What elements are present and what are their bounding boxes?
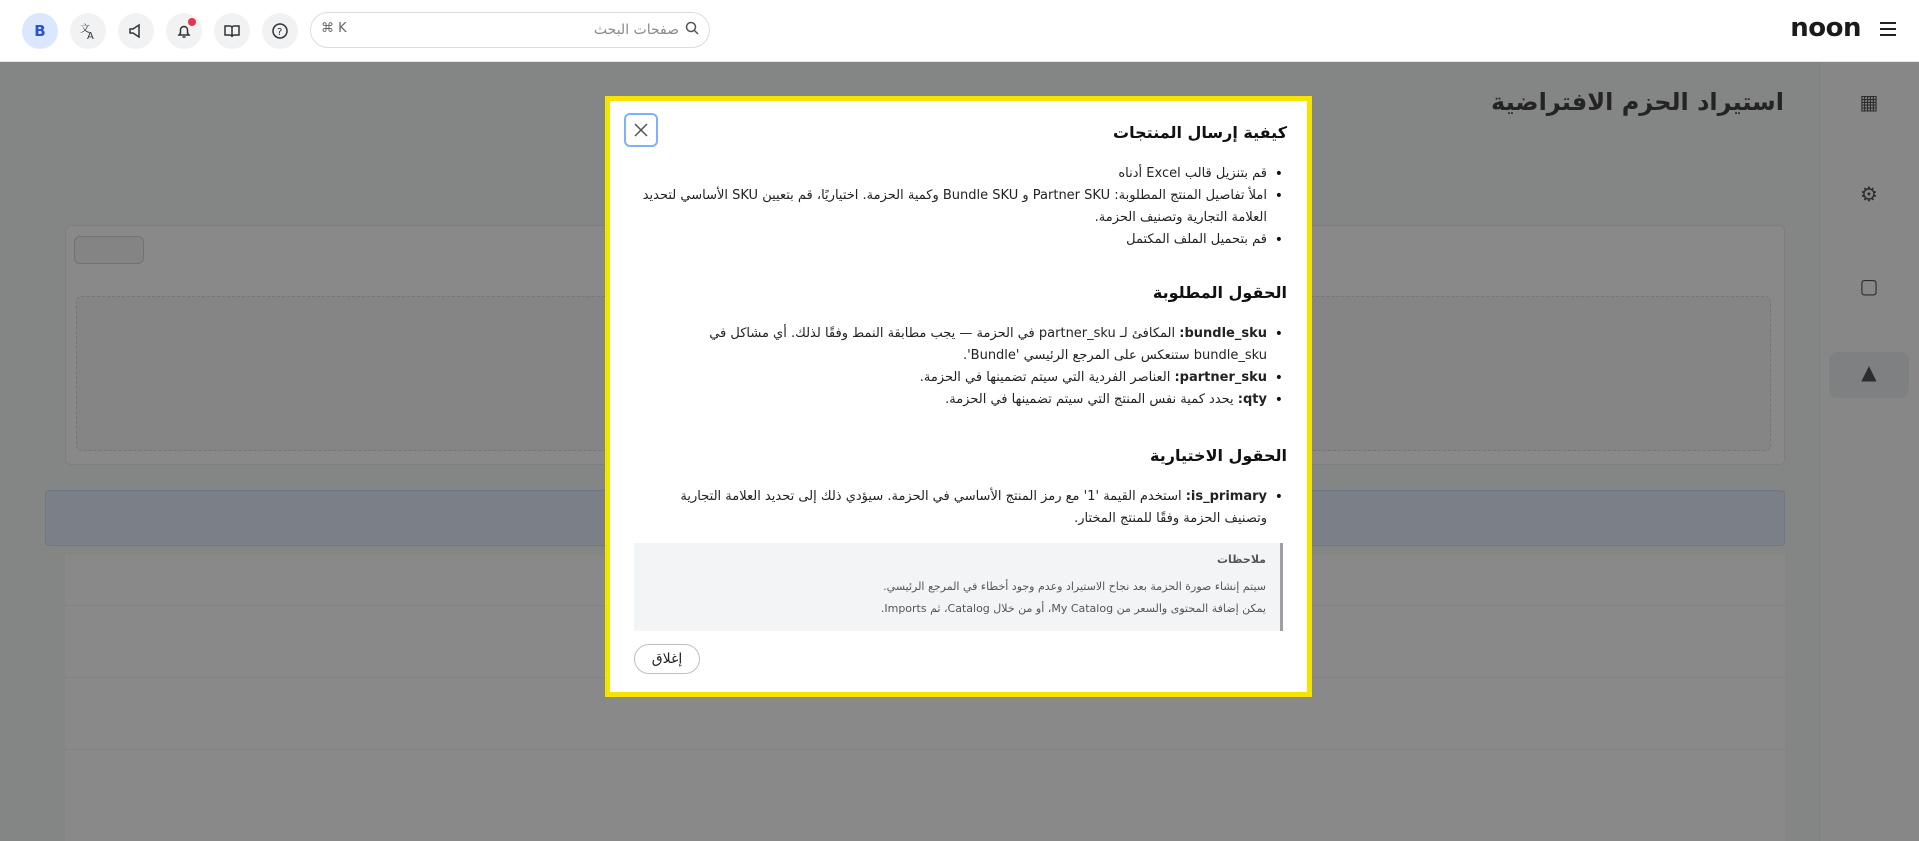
- list-item: • قم بتنزيل قالب Excel أدناه: [640, 163, 1267, 185]
- svg-text:文: 文: [80, 24, 90, 35]
- steps-list: [630, 163, 1307, 251]
- help-icon[interactable]: [262, 13, 298, 49]
- field-desc: المكافئ لـ partner_sku في الحزمة — يجب مطابقة النمط وفقًا لذلك. أي مشاكل في bundle_sku ستنعكس على المرجع الرئيسي 'Bundle'.: [709, 326, 1267, 363]
- shortcut-hint: ⌘ K: [321, 21, 347, 36]
- field-key: partner_sku:: [1174, 370, 1267, 385]
- megaphone-icon[interactable]: [118, 13, 154, 49]
- notes-title: ملاحظات: [1217, 553, 1266, 566]
- top-bar: [0, 0, 1919, 62]
- note-line: يمكن إضافة المحتوى والسعر من My Catalog، أو من خلال Catalog، ثم Imports.: [880, 602, 1266, 615]
- how-to-submit-modal: [605, 96, 1312, 697]
- required-fields-list: [630, 323, 1307, 411]
- svg-text:?: ?: [277, 27, 283, 38]
- list-item: [640, 367, 1267, 389]
- list-item: • املأ تفاصيل المنتج المطلوبة: Partner SKU و Bundle SKU وكمية الحزمة. اختياريًا، قم بتعيين SKU الأساسي لتحديد العلامة التجارية وتصنيف الحزمة.: [640, 185, 1267, 229]
- field-key: is_primary:: [1185, 489, 1267, 504]
- note-line: سيتم إنشاء صورة الحزمة بعد نجاح الاستيراد وعدم وجود أخطاء في المرجع الرئيسي.: [883, 580, 1266, 593]
- field-desc: استخدم القيمة '1' مع رمز المنتج الأساسي في الحزمة. سيؤدي ذلك إلى تحديد العلامة التجارية وتصنيف الحزمة وفقًا للمنتج المختار.: [680, 489, 1267, 526]
- noon-logo[interactable]: noon: [1790, 13, 1861, 43]
- modal-title: كيفية إرسال المنتجات: [1113, 123, 1287, 142]
- menu-icon[interactable]: [1879, 18, 1897, 42]
- close-button[interactable]: إغلاق: [634, 644, 700, 674]
- close-icon[interactable]: [624, 113, 658, 147]
- list-item: • قم بتحميل الملف المكتمل: [640, 229, 1267, 251]
- list-item: [640, 323, 1267, 367]
- user-avatar[interactable]: B: [22, 13, 58, 49]
- svg-text:A: A: [87, 31, 94, 40]
- list-item: [640, 486, 1267, 530]
- notification-dot: [188, 18, 196, 26]
- list-item: [640, 389, 1267, 411]
- field-desc: يحدد كمية نفس المنتج التي سيتم تضمينها في الحزمة.: [945, 392, 1238, 407]
- book-icon[interactable]: [214, 13, 250, 49]
- search-input[interactable]: [310, 12, 710, 48]
- translate-icon[interactable]: [70, 13, 106, 49]
- field-key: qty:: [1237, 392, 1267, 407]
- field-key: bundle_sku:: [1179, 326, 1267, 341]
- field-desc: العناصر الفردية التي سيتم تضمينها في الحزمة.: [919, 370, 1175, 385]
- required-fields-heading: الحقول المطلوبة: [1152, 283, 1287, 302]
- bell-icon[interactable]: [166, 13, 202, 49]
- notes-box: [634, 543, 1283, 631]
- search-icon: [685, 21, 699, 39]
- optional-fields-list: [630, 486, 1307, 530]
- search-placeholder: صفحات البحث: [593, 22, 679, 38]
- optional-fields-heading: الحقول الاختيارية: [1150, 446, 1287, 465]
